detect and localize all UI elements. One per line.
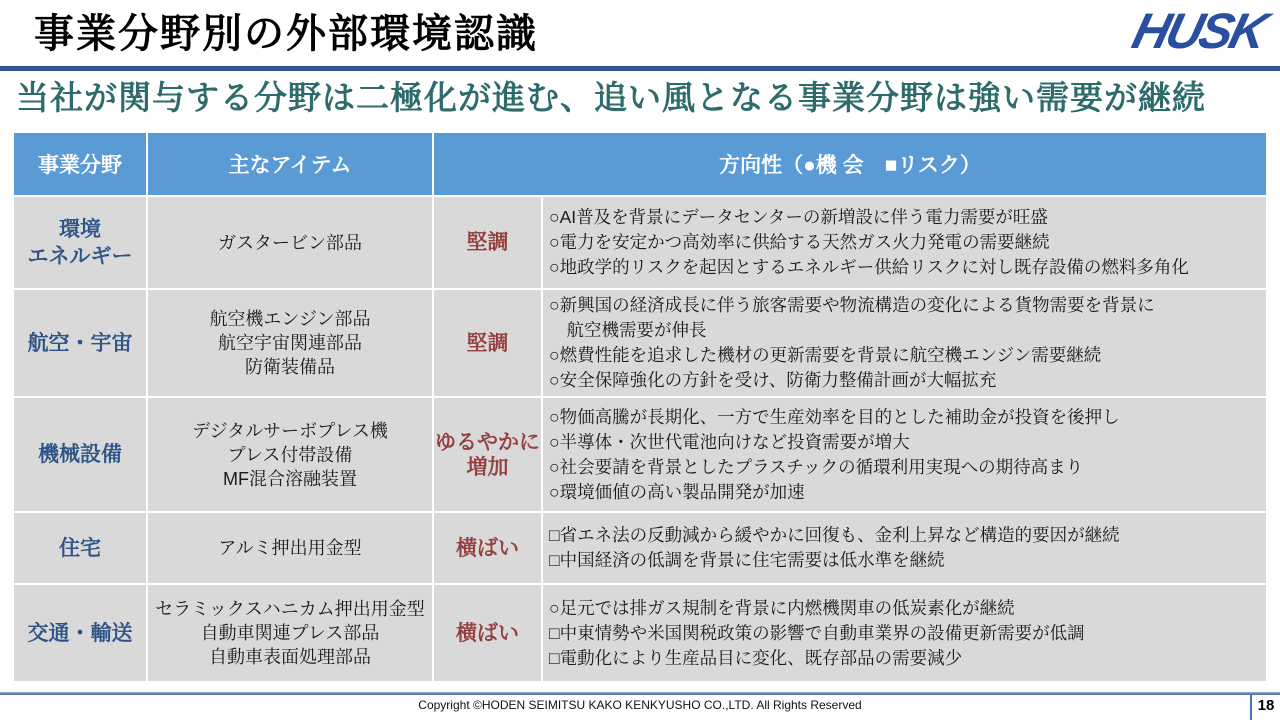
bullet-line: ○AI普及を背景にデータセンターの新増設に伴う電力需要が旺盛: [549, 207, 1048, 227]
bullet-line: ○物価高騰が長期化、一方で生産効率を目的とした補助金が投資を後押し: [549, 406, 1120, 427]
field-line: 環境: [59, 217, 101, 241]
trend-line: ゆるやかに: [435, 430, 540, 454]
row-transport-direction: [543, 585, 1266, 681]
row-aerospace-field: [14, 290, 146, 396]
bullet-line: ○安全保障強化の方針を受け、防衛力整備計画が大幅拡充: [549, 370, 997, 390]
title-divider-rule: [0, 66, 1280, 71]
bullet-line: ○社会要請を背景としたプラスチックの循環利用実現への期待高まり: [549, 456, 1084, 477]
bullet-line: ○半導体・次世代電池向けなど投資需要が増大: [549, 431, 910, 452]
row-housing-direction: [543, 513, 1266, 583]
page-number: 18: [1257, 697, 1275, 714]
trend-line: 堅調: [466, 231, 509, 254]
field-line: エネルギー: [27, 244, 133, 268]
item-line: セラミックスハニカム押出用金型: [155, 599, 425, 619]
row-transport-trend: [434, 585, 541, 681]
item-line: MF混合溶融装置: [223, 468, 357, 489]
item-line: 航空機エンジン部品: [209, 309, 371, 329]
bullet-line: ○電力を安定かつ高効率に供給する天然ガス火力発電の需要継続: [549, 232, 1050, 252]
row-aerospace-trend: [434, 290, 541, 396]
bullet-line: □電動化により生産品目に変化、既存部品の需要減少: [549, 647, 963, 668]
item-line: 防衛装備品: [245, 357, 335, 377]
bullet-line: □中国経済の低調を背景に住宅需要は低水準を継続: [549, 550, 945, 570]
column-header-direction: 方向性（●機 会 ■リスク）: [434, 133, 1266, 195]
column-header-main-items: 主なアイテム: [148, 133, 432, 195]
bullet-line: ○環境価値の高い製品開発が加速: [549, 481, 805, 502]
bullet-line: □省エネ法の反動減から緩やかに回復も、金利上昇など構造的要因が継続: [549, 525, 1120, 545]
row-machinery-direction: [543, 398, 1266, 511]
row-transport-field: [14, 585, 146, 681]
row-energy-trend: [434, 197, 541, 288]
bullet-line: ○燃費性能を追求した機材の更新需要を背景に航空機エンジン需要継続: [549, 345, 1102, 365]
field-line: 機械設備: [38, 443, 122, 466]
hsk-company-logo: HUSK: [1127, 3, 1271, 59]
bullet-line: ○足元では排ガス規制を背景に内燃機関車の低炭素化が継続: [549, 597, 1015, 618]
row-machinery-items: [148, 398, 432, 511]
item-line: ガスタービン部品: [218, 232, 362, 253]
bullet-line: □中東情勢や米国関税政策の影響で自動車業界の設備更新需要が低調: [549, 622, 1085, 643]
row-housing-items: [148, 513, 432, 583]
item-line: 自動車表面処理部品: [209, 647, 371, 667]
business-environment-table: [14, 133, 1266, 681]
item-line: プレス付帯設備: [227, 444, 353, 465]
row-transport-items: [148, 585, 432, 681]
trend-line: 横ばい: [456, 621, 519, 645]
row-housing-field: [14, 513, 146, 583]
trend-line: 横ばい: [456, 536, 519, 560]
row-housing-trend: [434, 513, 541, 583]
page-title: 事業分野別の外部環境認識: [34, 12, 538, 56]
row-energy-direction: [543, 197, 1266, 288]
row-energy-field: [14, 197, 146, 288]
column-header-business-field: 事業分野: [14, 133, 146, 195]
field-line: 交通・輸送: [27, 621, 133, 645]
field-line: 航空・宇宙: [27, 331, 133, 355]
field-line: 住宅: [59, 536, 101, 560]
footer-divider-rule: [0, 692, 1280, 695]
row-aerospace-items: [148, 290, 432, 396]
trend-line: 増加: [466, 455, 509, 479]
bullet-line: 航空機需要が伸長: [549, 320, 707, 340]
row-machinery-trend: [434, 398, 541, 511]
row-aerospace-direction: [543, 290, 1266, 396]
item-line: 航空宇宙関連部品: [218, 333, 362, 353]
row-energy-items: [148, 197, 432, 288]
bullet-line: ○新興国の経済成長に伴う旅客需要や物流構造の変化による貨物需要を背景に: [549, 295, 1155, 315]
item-line: デジタルサーボプレス機: [192, 420, 388, 441]
item-line: 自動車関連プレス部品: [200, 623, 380, 643]
key-message: 当社が関与する分野は二極化が進む、追い風となる事業分野は強い需要が継続: [16, 79, 1206, 116]
bullet-line: ○地政学的リスクを起因とするエネルギー供給リスクに対し既存設備の燃料多角化: [549, 257, 1189, 277]
row-machinery-field: [14, 398, 146, 511]
trend-line: 堅調: [466, 331, 509, 355]
item-line: アルミ押出用金型: [218, 538, 362, 558]
copyright-text: Copyright ©HODEN SEIMITSU KAKO KENKYUSHO CO.,LTD. All Rights Reserved: [418, 698, 862, 712]
